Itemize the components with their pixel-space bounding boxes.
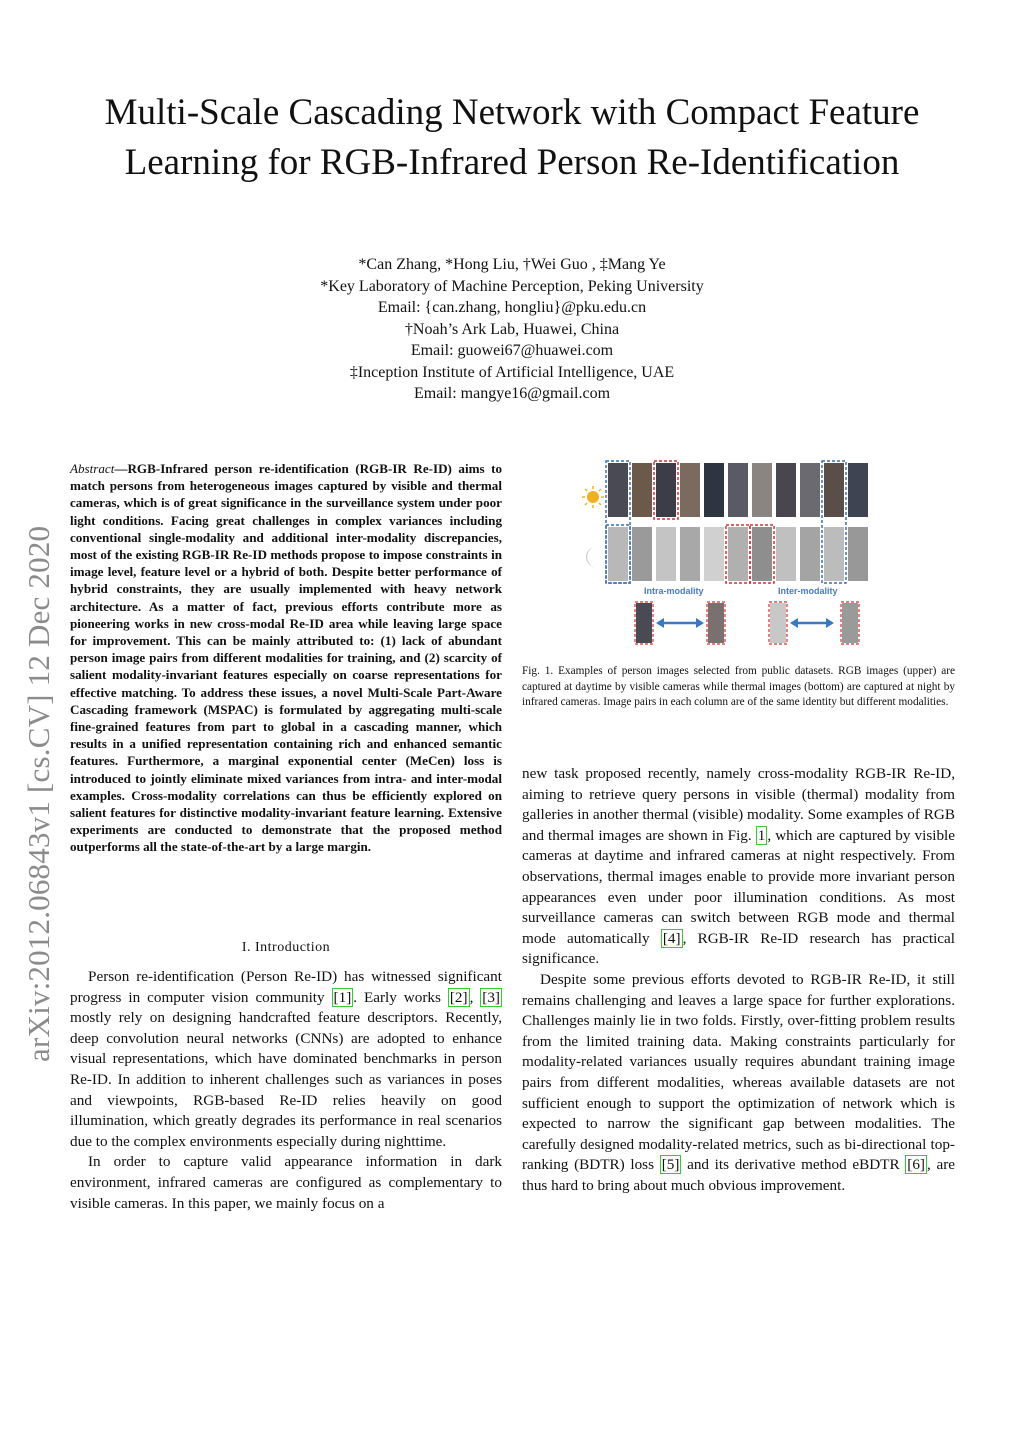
- text-run: and its derivative method eBDTR: [681, 1156, 906, 1174]
- affiliation-3: ‡Inception Institute of Artificial Intelligence, UAE: [349, 363, 675, 381]
- affiliation-1: *Key Laboratory of Machine Perception, Peking University: [320, 277, 704, 295]
- arrow-head: [696, 618, 704, 628]
- ir-person-thumbnail: [824, 527, 844, 581]
- citation-link[interactable]: [1]: [333, 988, 352, 1006]
- ir-person-thumbnail: [656, 527, 676, 581]
- ir-person-thumbnail: [800, 527, 820, 581]
- ir-person-thumbnail: [776, 527, 796, 581]
- inter-modality-label: Inter-modality: [778, 586, 838, 596]
- abstract-lead: Abstract: [70, 461, 115, 476]
- email-2: Email: guowei67@huawei.com: [410, 342, 614, 359]
- ir-person-thumbnail: [848, 527, 868, 581]
- pair-thumbnail: [770, 603, 786, 643]
- citation-link[interactable]: [5]: [661, 1156, 680, 1174]
- person-image-grid: [606, 461, 868, 583]
- citation-link[interactable]: [6]: [907, 1156, 925, 1174]
- ir-person-thumbnail: [752, 527, 772, 581]
- introduction-left-column: [70, 967, 502, 1214]
- arrow-head: [790, 618, 798, 628]
- example-pairs: [635, 602, 859, 644]
- abstract-text: —RGB-Infrared person re-identification (RGB-IR Re-ID) aims to match persons from heterogeneous images captured by visible and thermal cameras, which is of great significance in the surveillance system under poor light conditions. Facing great challenges in complex variances including conventional single-modality and additional inter-modality discrepancies, most of the existing RGB-IR Re-ID methods propose to impose constraints in image level, feature level or a hybrid of both. Despite better performance of hybrid constraints, they are usually implemented with heavy network architecture. As a matter of fact, previous efforts contribute more as pioneering works in new cross-modal Re-ID area while leaving large space for improvement. This can be mainly attributed to: (1) lack of abundant person image pairs from different modalities for training, and (2) scarcity of salient modality-invariant features especially on coarse representations for effective matching. To address these issues, a novel Multi-Scale Part-Aware Cascading framework (MSPAC) is formulated by aggregating multi-scale fine-grained features from part to global in a cascading manner, which results in a unified representation containing rich and enhanced semantic features. Furthermore, a marginal exponential center (MeCen) loss is introduced to jointly eliminate mixed variances from intra- and inter-modal examples. Cross-modality correlations can thus be efficiently explored on salient features for distinctive modality-invariant feature learning. Extensive experiments are conducted to demonstrate that the proposed method outperforms all the state-of-the-art by a large margin.: [70, 461, 502, 855]
- pair-thumbnail: [636, 603, 652, 643]
- figure-1: [580, 455, 880, 650]
- affiliation-2: †Noah’s Ark Lab, Huawei, China: [404, 320, 620, 338]
- intro-paragraph-2: In order to capture valid appearance information in dark environment, infrared cameras are configured as complementary to visible cameras. In this paper, we mainly focus on a: [70, 1153, 502, 1212]
- ir-person-thumbnail: [608, 527, 628, 581]
- right-paragraph-2: [522, 970, 955, 1197]
- citation-link[interactable]: [2]: [449, 988, 468, 1006]
- text-run: ,: [469, 988, 481, 1006]
- figure-ref-link[interactable]: 1: [757, 826, 766, 844]
- arrow-head: [656, 618, 664, 628]
- ir-person-thumbnail: [680, 527, 700, 581]
- author-names: *Can Zhang, *Hong Liu, †Wei Guo , ‡Mang Ye: [358, 256, 666, 273]
- rgb-person-thumbnail: [680, 463, 700, 517]
- rgb-person-thumbnail: [704, 463, 724, 517]
- abstract: [70, 460, 502, 856]
- figure-1-caption: Fig. 1. Examples of person images selected from public datasets. RGB images (upper) are captured at daytime by visible cameras while thermal images (bottom) are captured at night by infrared cameras. Image pairs in each column are of the same identity but different modalities.: [522, 665, 955, 709]
- pair-thumbnail: [708, 603, 724, 643]
- text-run: , are thus hard to bring about much obvious improvement.: [522, 1156, 955, 1194]
- text-run: mostly rely on designing handcrafted feature descriptors. Recently, deep convolution neural networks (CNNs) are adopted to enhance visual representations, which have dominated benchmarks in person Re-ID. In addition to inherent challenges such as variances in poses and viewpoints, RGB-based Re-ID relies heavily on good illumination, which greatly degrades its performance in real scenarios due to the complex environments especially during nighttime.: [70, 1009, 502, 1150]
- rgb-person-thumbnail: [848, 463, 868, 517]
- arrow-head: [826, 618, 834, 628]
- introduction-right-column: [522, 764, 955, 1196]
- citation-link[interactable]: [4]: [662, 929, 681, 947]
- pair-thumbnail: [842, 603, 858, 643]
- ir-person-thumbnail: [632, 527, 652, 581]
- rgb-person-thumbnail: [728, 463, 748, 517]
- rgb-person-thumbnail: [656, 463, 676, 517]
- arxiv-stamp: arXiv:2012.06843v1 [cs.CV] 12 Dec 2020: [21, 525, 56, 1062]
- text-run: , RGB-IR Re-ID research has practical significance.: [522, 929, 955, 968]
- right-paragraph-1: [522, 764, 955, 970]
- rgb-person-thumbnail: [632, 463, 652, 517]
- text-run: Despite some previous efforts devoted to RGB-IR Re-ID, it still remains challenging and leaves a large space for further explorations. Challenges mainly lie in two folds. Firstly, over-fitting problem results from the limited training data. Making constraints particularly for modality-related variances usually requires abundant training image pairs from different modalities, whereas available datasets are not sufficient enough to support the optimization of network which is expected to narrow the significant gap between modalities. The carefully designed modality-related metrics, such as bi-directional top-ranking (BDTR) loss: [522, 970, 955, 1174]
- text-run: . Early works: [353, 988, 448, 1006]
- author-block: [212, 254, 812, 405]
- citation-link[interactable]: [3]: [482, 988, 500, 1006]
- ir-person-thumbnail: [728, 527, 748, 581]
- sun-icon: [582, 486, 604, 508]
- ir-person-thumbnail: [704, 527, 724, 581]
- moon-icon: [586, 547, 596, 567]
- text-run: , which are captured by visible cameras at daytime and infrared cameras at night respectively. From observations, thermal images enable to provide more invariant person appearances even under poor illumination conditions. As most surveillance cameras can switch between RGB mode and thermal mode automatically: [522, 826, 956, 947]
- rgb-person-thumbnail: [824, 463, 844, 517]
- section-heading-introduction: I. Introduction: [241, 940, 331, 955]
- email-1: Email: {can.zhang, hongliu}@pku.edu.cn: [377, 299, 647, 316]
- intro-paragraph-1: [70, 967, 502, 1152]
- intra-modality-label: Intra-modality: [644, 586, 704, 596]
- rgb-person-thumbnail: [776, 463, 796, 517]
- rgb-person-thumbnail: [752, 463, 772, 517]
- rgb-person-thumbnail: [608, 463, 628, 517]
- paper-title: Multi-Scale Cascading Network with Compact Feature Learning for RGB-Infrared Person Re-Identification: [104, 92, 920, 183]
- rgb-person-thumbnail: [800, 463, 820, 517]
- email-3: Email: mangye16@gmail.com: [413, 385, 611, 402]
- text-run: Person re-identification (Person Re-ID) has witnessed significant progress in computer vision community: [70, 968, 502, 1006]
- text-run: new task proposed recently, namely cross-modality RGB-IR Re-ID, aiming to retrieve query persons in visible (thermal) modality from galleries in another thermal (visible) modality. Some examples of RGB and thermal images are shown in Fig.: [522, 765, 955, 844]
